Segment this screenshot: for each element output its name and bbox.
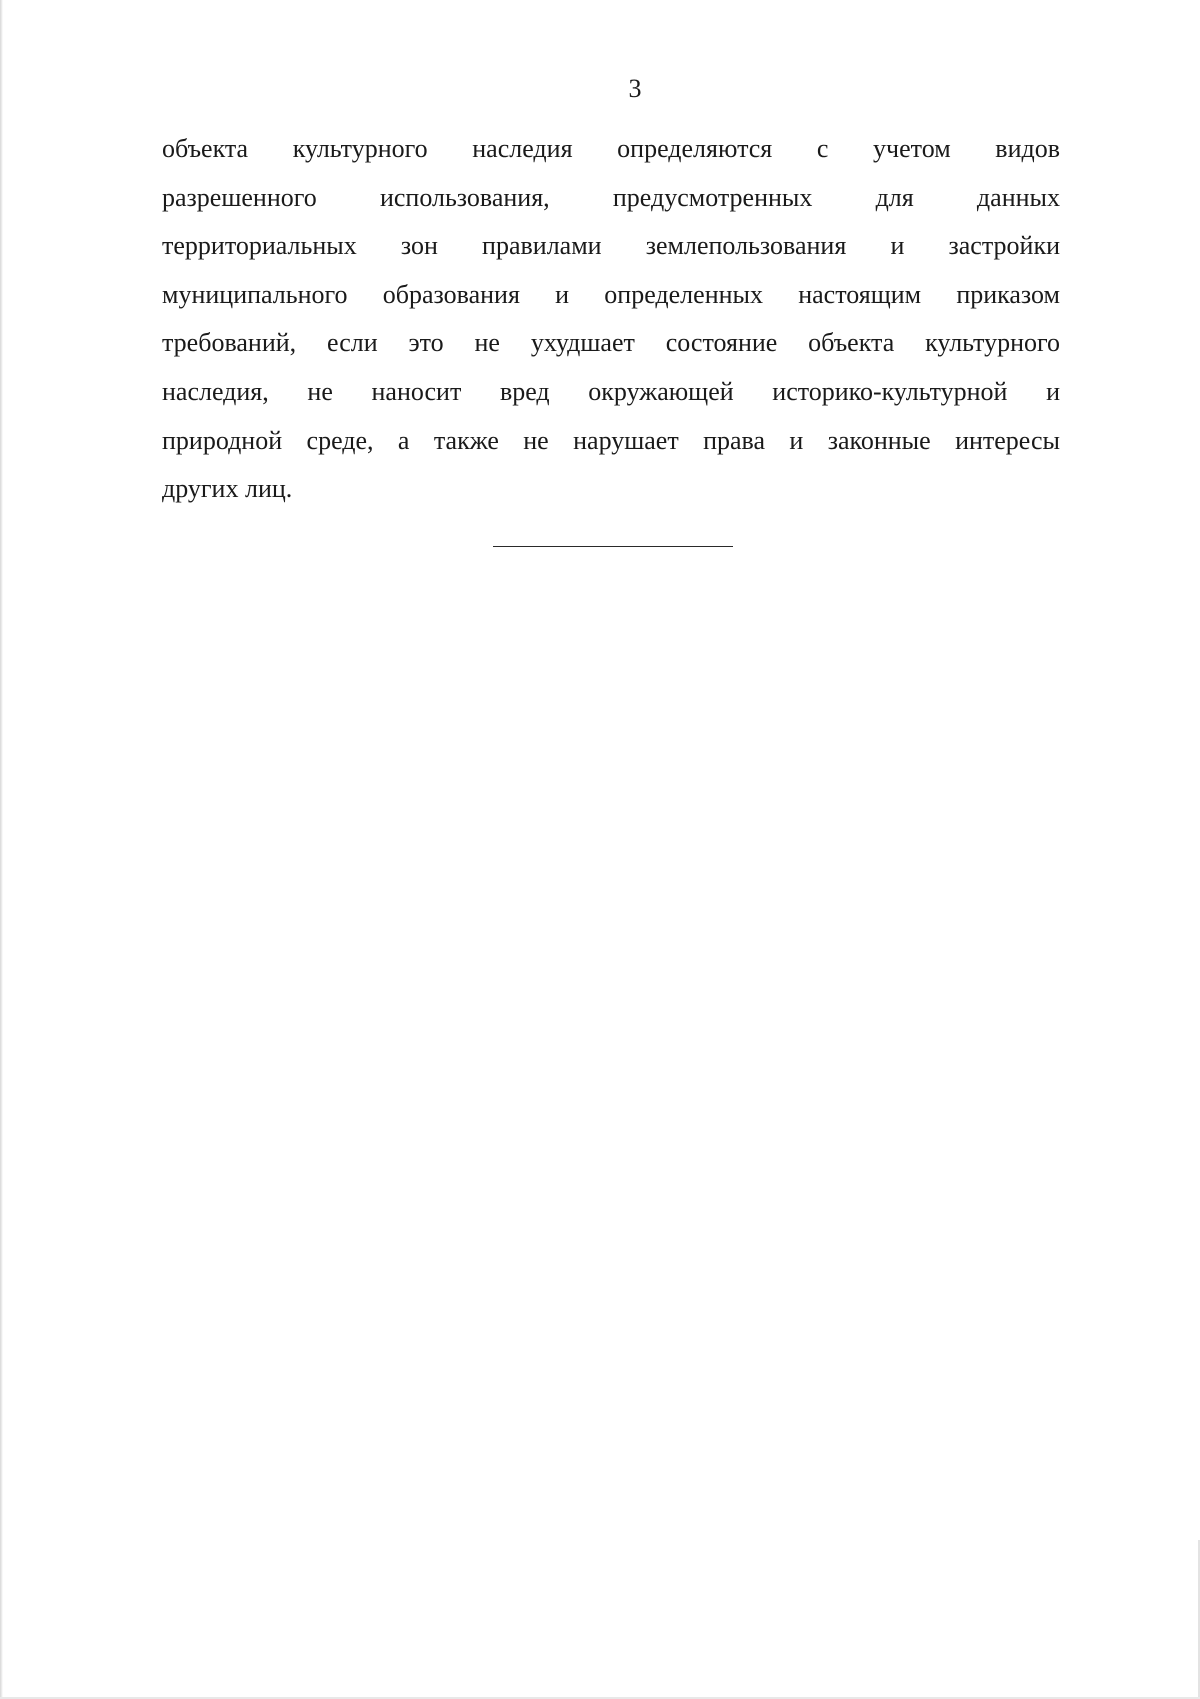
body-paragraph: [162, 125, 1060, 514]
text-line: муниципального образования и определенных настоящим приказом: [162, 279, 1060, 309]
text-line: других лиц.: [162, 474, 293, 504]
text-line: наследия, не наносит вред окружающей историко-культурной и: [162, 376, 1060, 406]
scan-edge-left: [0, 0, 3, 1699]
text-line: территориальных зон правилами землепользования и застройки: [162, 231, 1060, 261]
end-of-text-rule: [493, 546, 733, 547]
page-number: 3: [628, 74, 642, 103]
text-line: разрешенного использования, предусмотренных для данных: [162, 182, 1060, 212]
text-line: природной среде, а также не нарушает права и законные интересы: [162, 425, 1060, 455]
text-line: требований, если это не ухудшает состояние объекта культурного: [162, 328, 1060, 358]
text-line: объекта культурного наследия определяются с учетом видов: [162, 134, 1060, 163]
